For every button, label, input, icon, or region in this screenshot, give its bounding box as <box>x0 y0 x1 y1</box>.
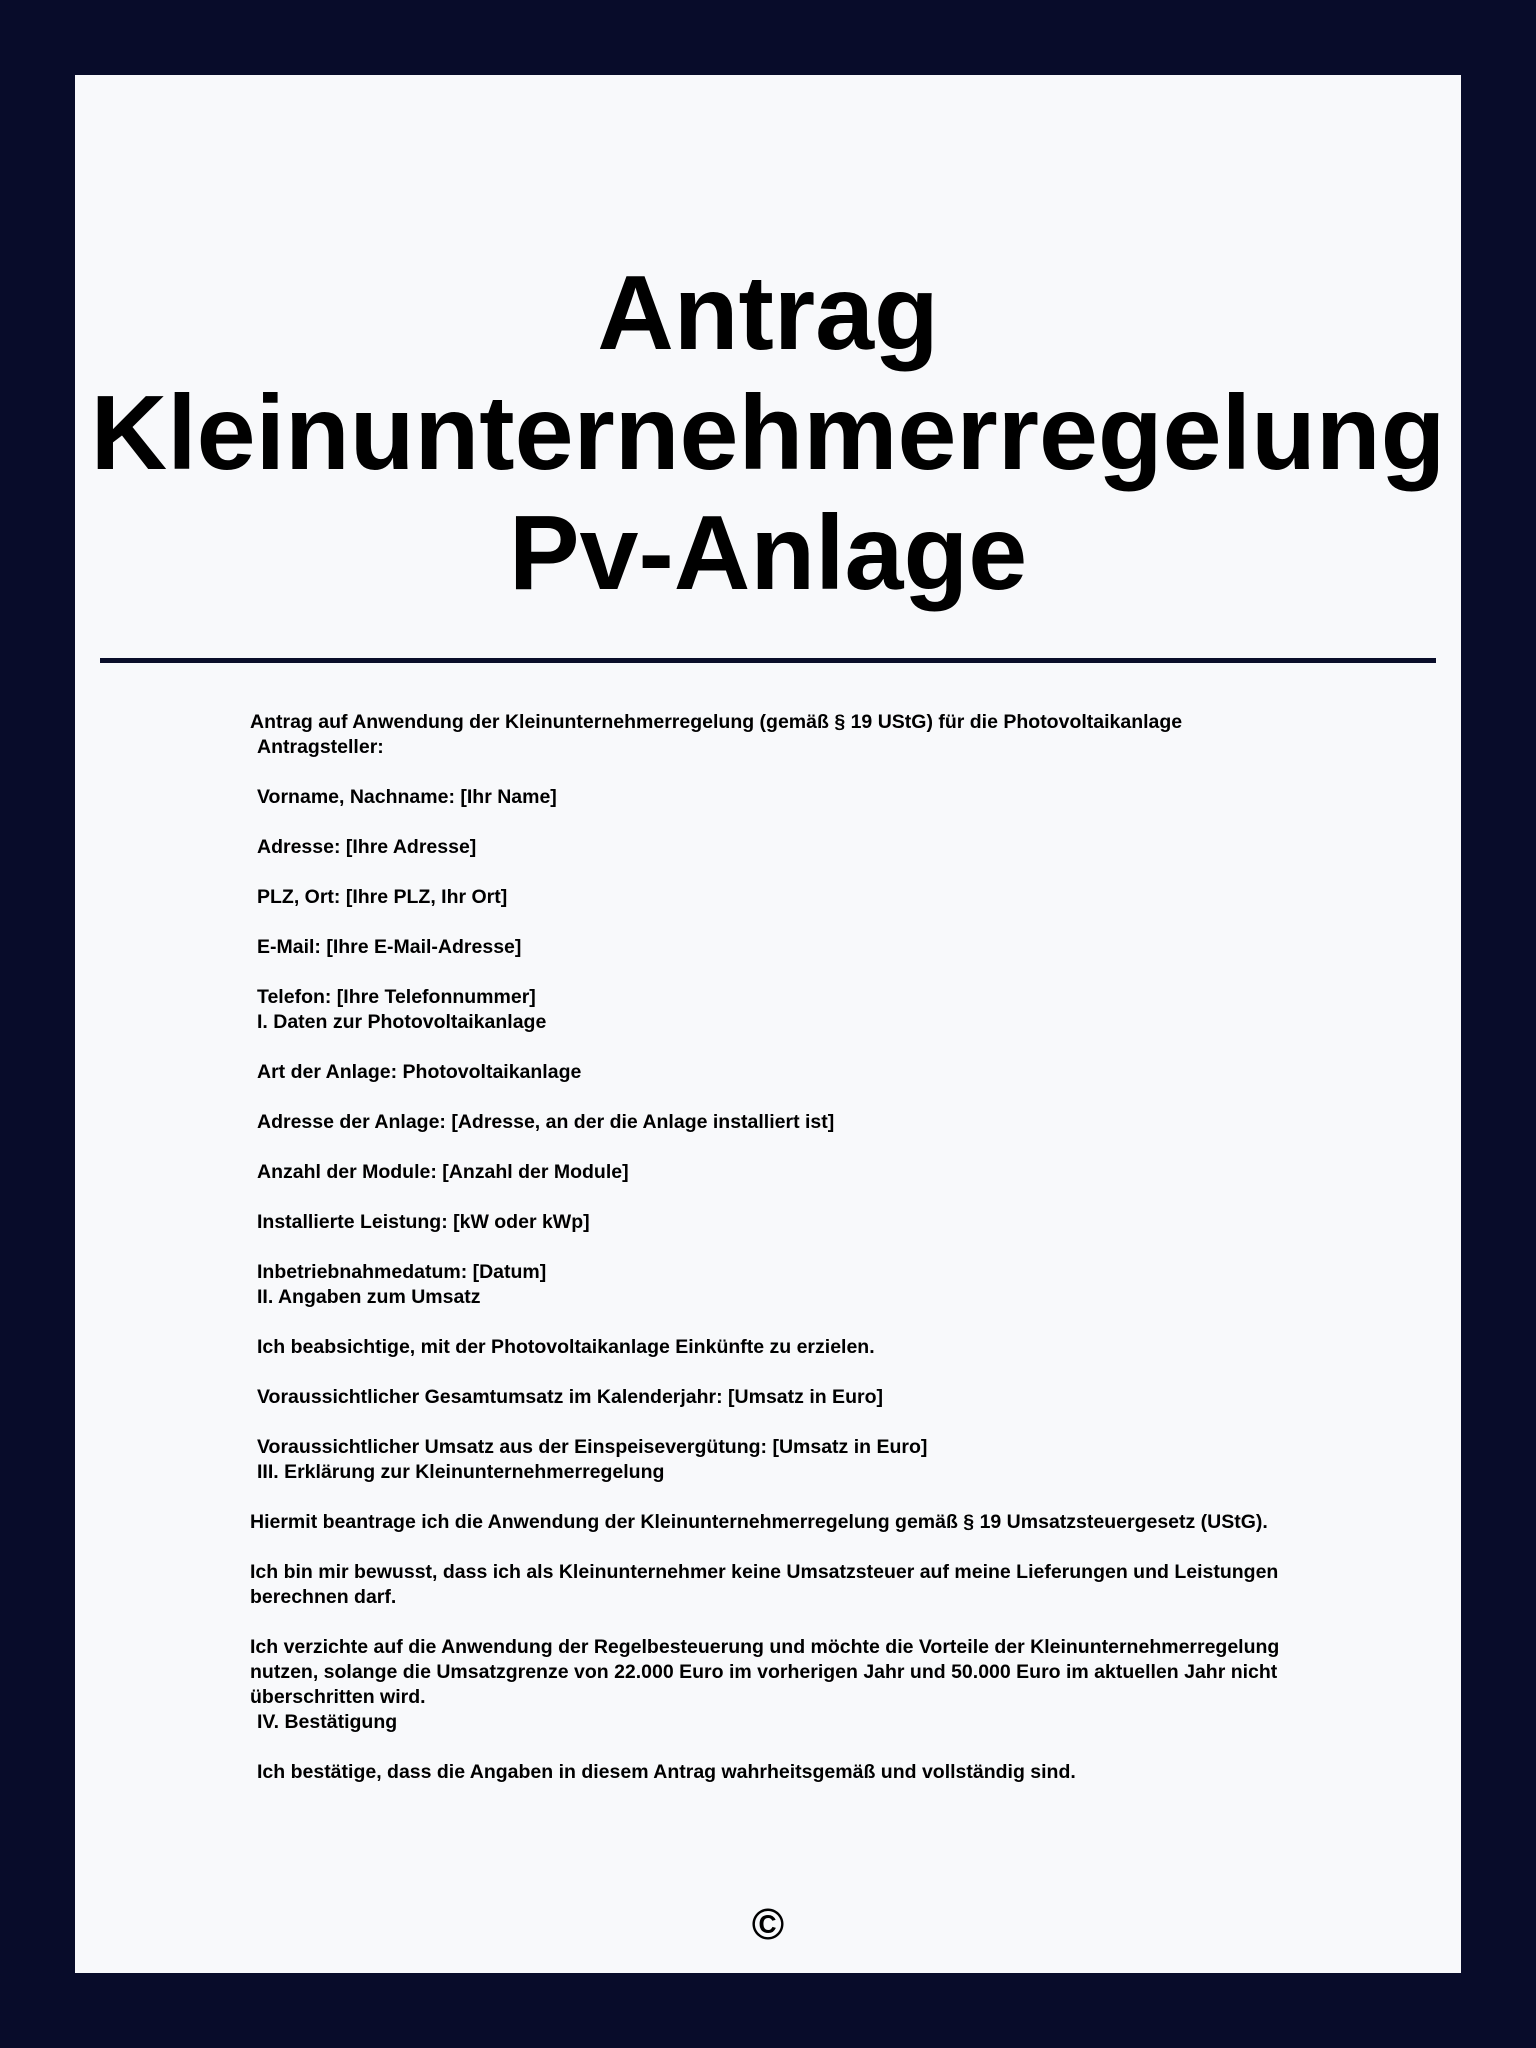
declaration-1-text: Hiermit beantrage ich die Anwendung der Kleinunternehmerregelung gemäß § 19 Umsatzsteuergesetz (UStG). <box>250 1511 1268 1533</box>
plant-type-text: Art der Anlage: Photovoltaikanlage <box>257 1061 582 1083</box>
document-title <box>75 253 1461 613</box>
section-3-heading: III. Erklärung zur Kleinunternehmerregelung <box>257 1461 665 1483</box>
section-1-heading: I. Daten zur Photovoltaikanlage <box>257 1011 547 1033</box>
module-count-text: Anzahl der Module: [Anzahl der Module] <box>257 1161 629 1183</box>
section-2-heading: II. Angaben zum Umsatz <box>257 1286 481 1308</box>
declaration-2-text: Ich bin mir bewusst, dass ich als Kleinunternehmer keine Umsatzsteuer auf meine Lieferungen und Leistungen berechnen darf. <box>250 1561 1284 1608</box>
installed-power-text: Installierte Leistung: [kW oder kWp] <box>257 1211 590 1233</box>
title-line-3: Pv-Anlage <box>508 494 1028 612</box>
title-line-1: Antrag <box>597 254 939 372</box>
confirmation-text: Ich bestätige, dass die Angaben in diesem Antrag wahrheitsgemäß und vollständig sind. <box>257 1761 1076 1783</box>
declaration-3-text: Ich verzichte auf die Anwendung der Regelbesteuerung und möchte die Vorteile der Kleinunternehmerregelung nutzen, solange die Umsatzgrenze von 22.000 Euro im vorherigen Jahr und 50.000 Euro im aktuellen Jahr nicht überschritten wird. <box>250 1636 1285 1708</box>
copyright-icon: © <box>751 1900 785 1949</box>
zip-city-field-text: PLZ, Ort: [Ihre PLZ, Ihr Ort] <box>257 886 508 908</box>
feed-in-revenue-text: Voraussichtlicher Umsatz aus der Einspeisevergütung: [Umsatz in Euro] <box>257 1436 928 1458</box>
phone-field-text: Telefon: [Ihre Telefonnummer] <box>257 986 536 1008</box>
name-field-text: Vorname, Nachname: [Ihr Name] <box>257 786 557 808</box>
total-revenue-text: Voraussichtlicher Gesamtumsatz im Kalenderjahr: [Umsatz in Euro] <box>257 1386 883 1408</box>
intro-text: Antrag auf Anwendung der Kleinunternehmerregelung (gemäß § 19 UStG) für die Photovoltaikanlage <box>250 711 1183 733</box>
address-field-text: Adresse: [Ihre Adresse] <box>257 836 477 858</box>
document-page <box>75 75 1461 1973</box>
applicant-heading: Antragsteller: <box>257 736 384 758</box>
document-body <box>250 710 1310 1785</box>
section-4-heading: IV. Bestätigung <box>257 1711 398 1733</box>
plant-address-text: Adresse der Anlage: [Adresse, an der die Anlage installiert ist] <box>257 1111 835 1133</box>
title-line-2: Kleinunternehmerregelung <box>90 374 1446 492</box>
email-field-text: E-Mail: [Ihre E-Mail-Adresse] <box>257 936 522 958</box>
intent-text: Ich beabsichtige, mit der Photovoltaikanlage Einkünfte zu erzielen. <box>257 1336 875 1358</box>
title-divider <box>100 658 1436 663</box>
commissioning-date-text: Inbetriebnahmedatum: [Datum] <box>257 1261 547 1283</box>
